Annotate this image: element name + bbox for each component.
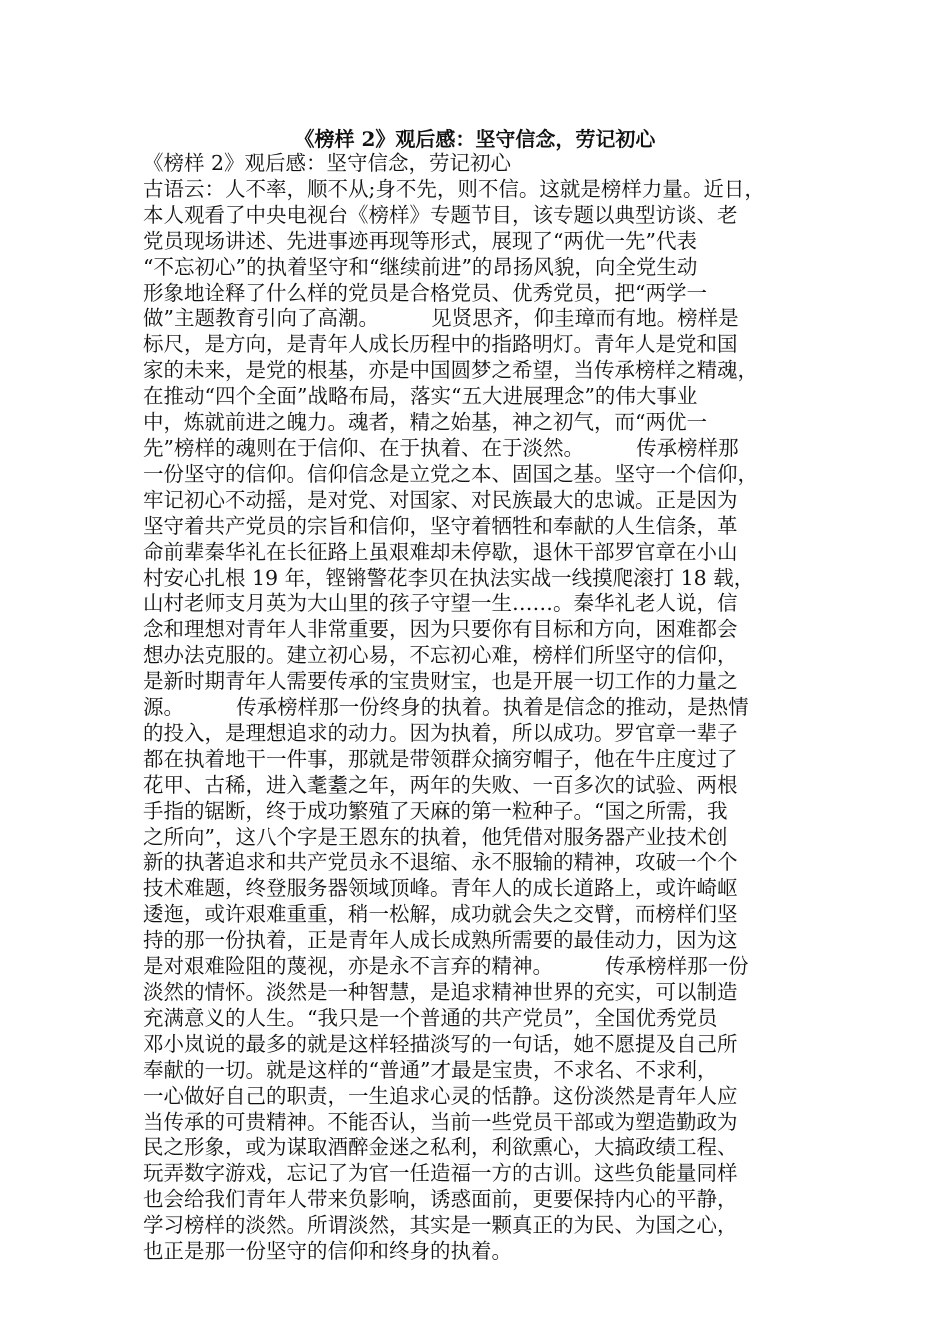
body-line: 想办法克服的。建立初心易，不忘初心难，榜样们所坚守的信仰， [143,643,738,668]
body-line: 的投入，是理想追求的动力。因为执着，所以成功。罗官章一辈子 [143,720,738,745]
body-line: 《榜样 2》观后感：坚守信念，劳记初心 [143,151,512,175]
body-line: 手指的锯断，终于成功繁殖了天麻的第一粒种子。“国之所需，我 [143,798,728,823]
body-line: 是对艰难险阻的蔑视，亦是永不言弃的精神。 传承榜样那一份 [143,954,749,979]
body-line: 做”主题教育引向了高潮。 见贤思齐，仰圭璋而有地。榜样是 [143,306,739,331]
body-line: 家的未来，是党的根基，亦是中国圆梦之希望，当传承榜样之精魂， [143,358,758,383]
body-line: 是新时期青年人需要传承的宝贵财宝，也是开展一切工作的力量之 [143,669,738,694]
body-line: 充满意义的人生。“我只是一个普通的共产党员”，全国优秀党员 [143,1005,718,1030]
body-line: 花甲、古稀，进入耄耋之年，两年的失败、一百多次的试验、两根 [143,772,738,797]
body-line: 之所向”，这八个字是王恩东的执着，他凭借对服务器产业技术创 [143,824,728,849]
body-line: 玩弄数字游戏，忘记了为官一任造福一方的古训。这些负能量同样 [143,1161,738,1186]
body-line: 学习榜样的淡然。所谓淡然，其实是一颗真正的为民、为国之心， [143,1213,738,1238]
body-line: 命前辈秦华礼在长征路上虽艰难却未停歇，退休干部罗官章在小山 [143,539,738,564]
body-line: 奉献的一切。就是这样的“普通”才最是宝贵，不求名、不求利， [143,1057,718,1082]
body-line: 民之形象，或为谋取酒醉金迷之私利，利欲熏心，大搞政绩工程、 [143,1135,738,1160]
body-line: 一份坚守的信仰。信仰信念是立党之本、固国之基。坚守一个信仰， [143,461,758,486]
body-line: 古语云：人不率，顺不从;身不先，则不信。这就是榜样力量。近日， [143,176,765,201]
body-line: 标尺，是方向，是青年人成长历程中的指路明灯。青年人是党和国 [143,332,738,357]
body-line: 逶迤，或许艰难重重，稍一松解，成功就会失之交臂，而榜样们坚 [143,902,738,927]
body-line: 念和理想对青年人非常重要，因为只要你有目标和方向，困难都会 [143,617,738,642]
body-line: 当传承的可贵精神。不能否认，当前一些党员干部或为塑造勤政为 [143,1109,738,1134]
body-line: 源。 传承榜样那一份终身的执着。执着是信念的推动，是热情 [143,695,749,720]
body-line: 先”榜样的魂则在于信仰、在于执着、在于淡然。 传承榜样那 [143,435,739,460]
body-line: 新的执著追求和共产党员永不退缩、永不服输的精神，攻破一个个 [143,850,738,875]
body-line: 也会给我们青年人带来负影响，诱惑面前，更要保持内心的平静， [143,1187,738,1212]
body-line: 一心做好自己的职责，一生追求心灵的恬静。这份淡然是青年人应 [143,1083,738,1108]
body-line: “不忘初心”的执着坚守和“继续前进”的昂扬风貌，向全党生动 [143,254,698,279]
body-line: 村安心扎根 19 年，铿锵警花李贝在执法实战一线摸爬滚打 18 载， [143,565,755,590]
document-title: 《榜样 2》观后感：坚守信念，劳记初心 [294,127,656,151]
body-line: 党员现场讲述、先进事迹再现等形式，展现了“两优一先”代表 [143,228,697,253]
body-line: 淡然的情怀。淡然是一种智慧，是追求精神世界的充实，可以制造 [143,980,738,1004]
body-line: 山村老师支月英为大山里的孩子守望一生……。秦华礼老人说，信 [143,591,738,616]
body-line: 也正是那一份坚守的信仰和终身的执着。 [143,1239,512,1264]
document-body [143,151,807,1265]
body-line: 持的那一份执着，正是青年人成长成熟所需要的最佳动力，因为这 [143,928,738,953]
body-line: 形象地诠释了什么样的党员是合格党员、优秀党员，把“两学一 [143,280,707,305]
body-line: 中，炼就前进之魄力。魂者，精之始基，神之初气，而“两优一 [143,410,707,435]
body-line: 坚守着共产党员的宗旨和信仰，坚守着牺牲和奉献的人生信条，革 [143,513,738,538]
body-line: 邓小岚说的最多的就是这样轻描淡写的一句话，她不愿提及自己所 [143,1031,738,1056]
body-line: 技术难题，终登服务器领域顶峰。青年人的成长道路上，或许崎岖 [143,876,738,901]
body-line: 牢记初心不动摇，是对党、对国家、对民族最大的忠诚。正是因为 [143,487,738,512]
body-line: 在推动“四个全面”战略布局，落实“五大进展理念”的伟大事业 [143,384,698,409]
body-line: 本人观看了中央电视台《榜样》专题节目，该专题以典型访谈、老 [143,202,738,227]
body-line: 都在执着地干一件事，那就是带领群众摘穷帽子，他在牛庄度过了 [143,746,738,771]
